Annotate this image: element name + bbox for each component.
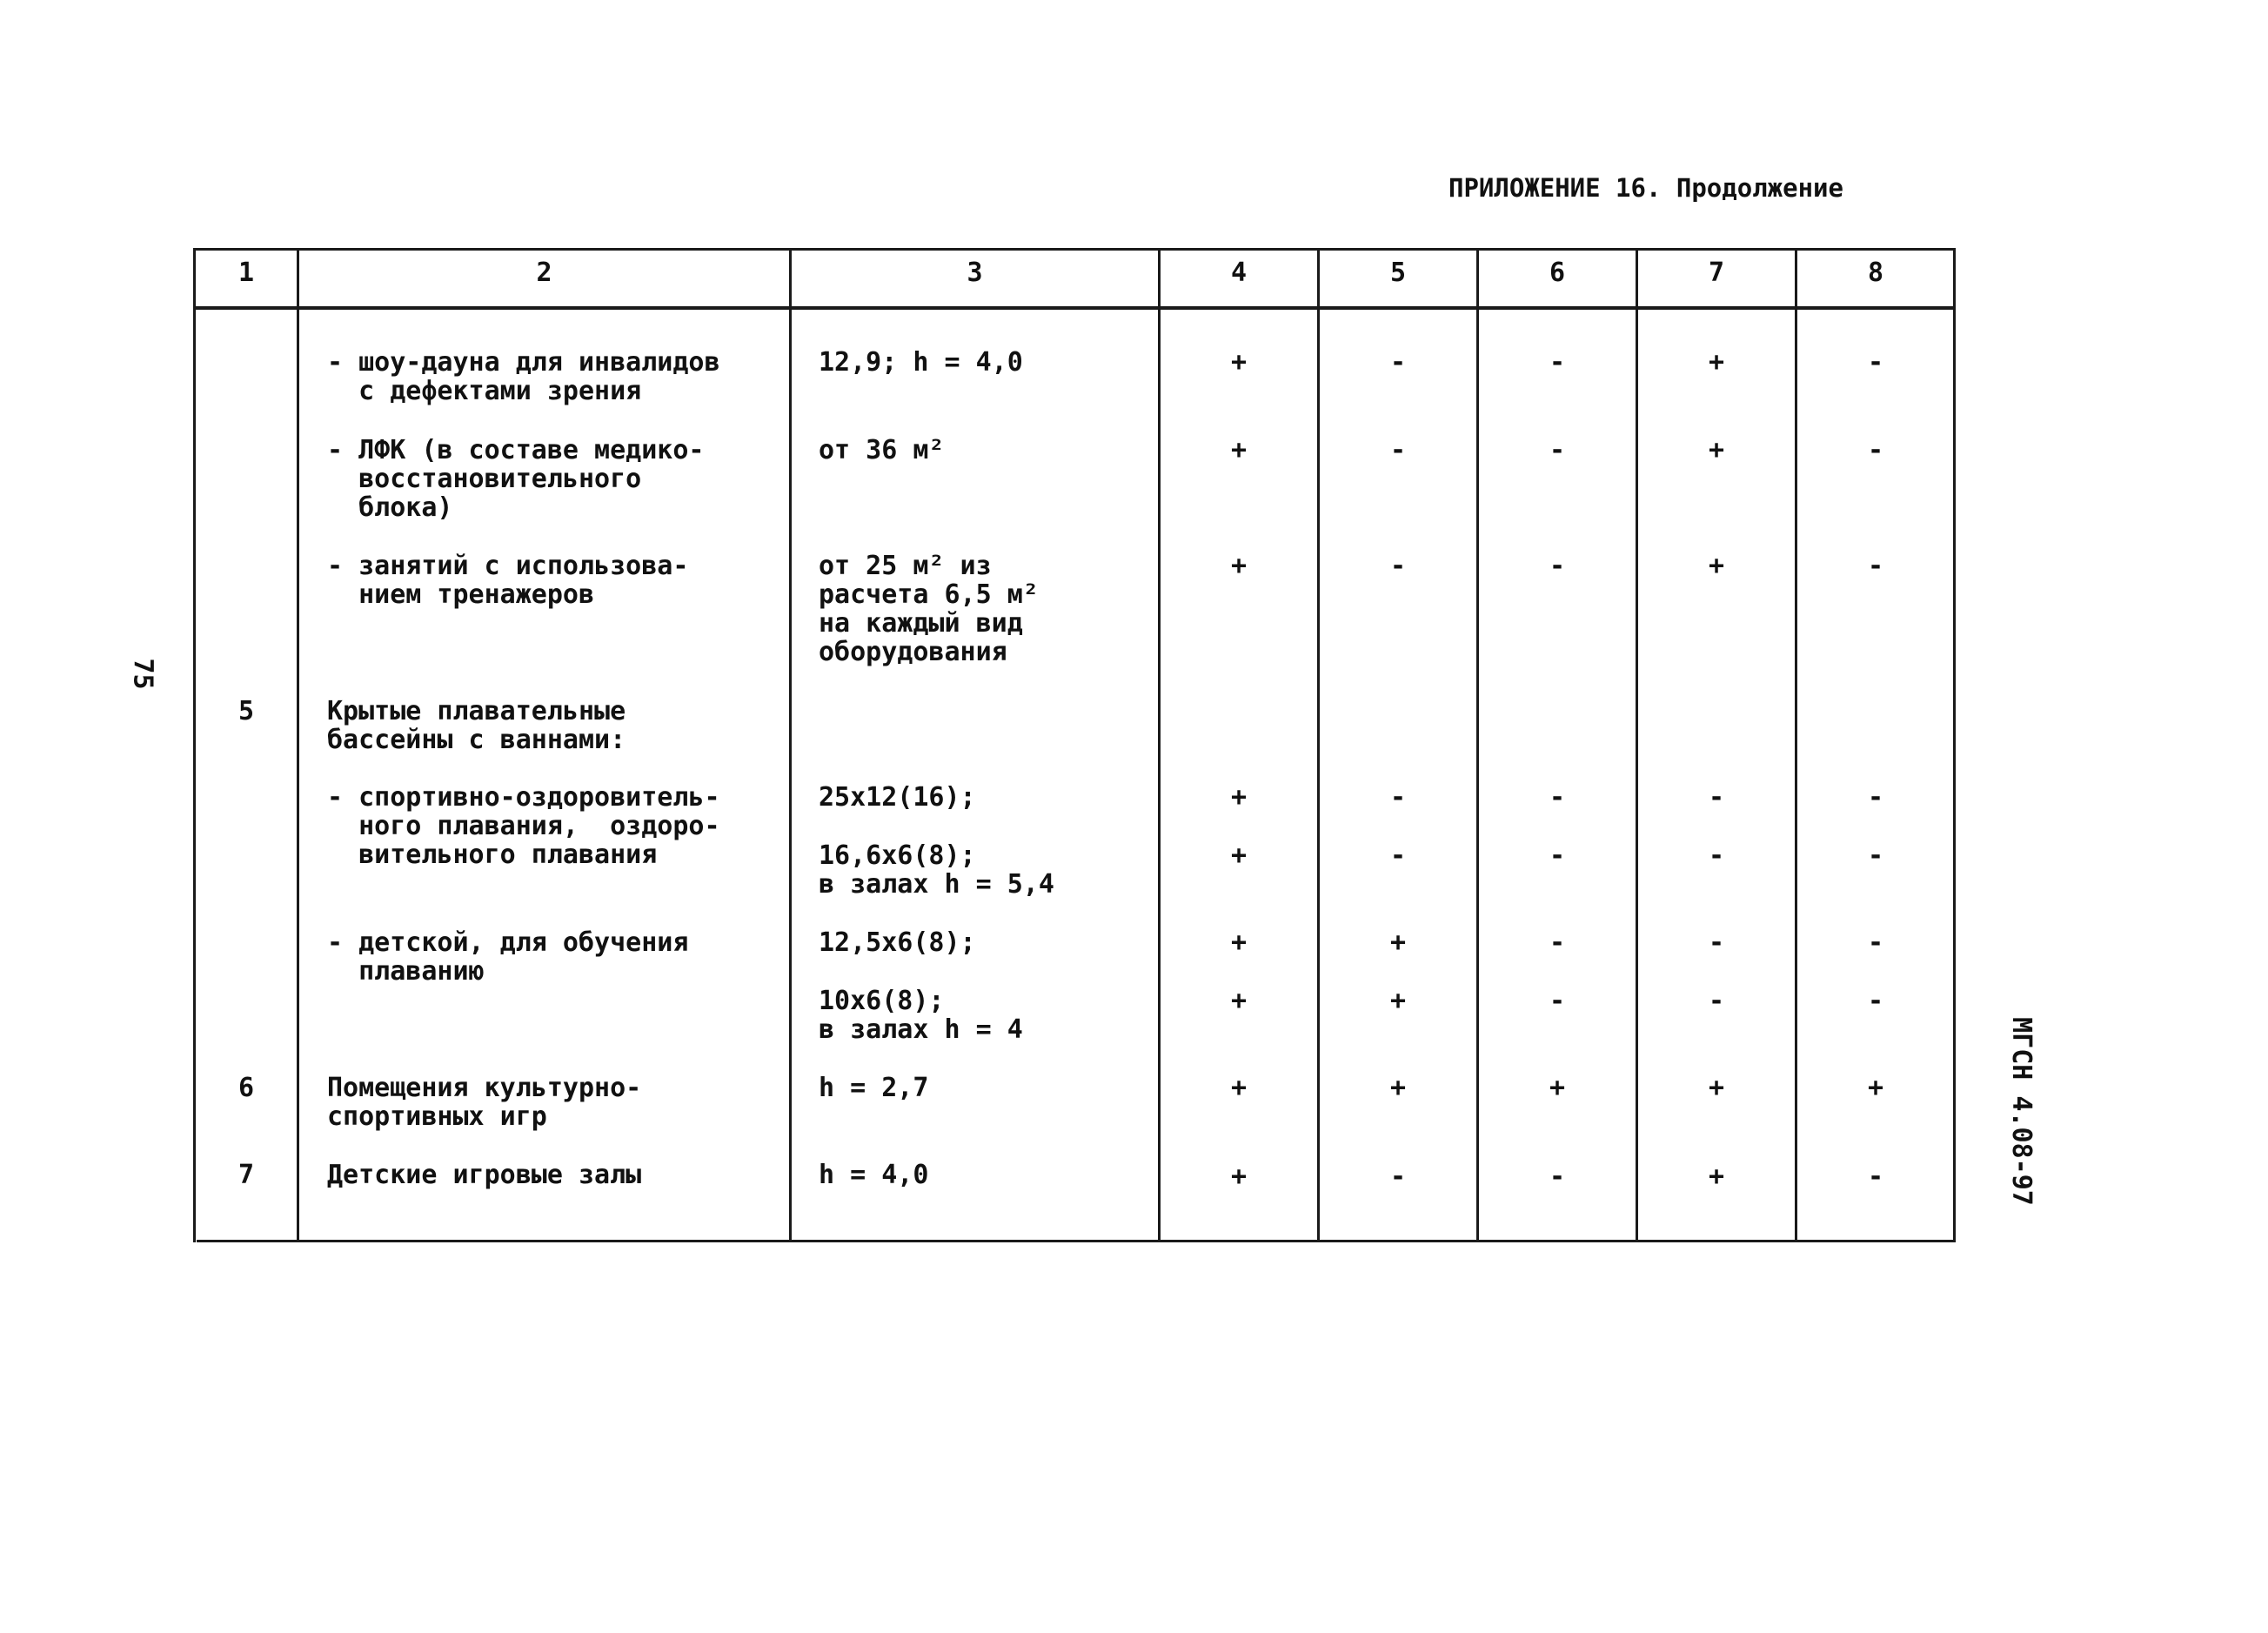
row-mark: -	[1549, 347, 1566, 378]
column-header: 5	[1389, 258, 1407, 288]
row-mark: -	[1549, 986, 1566, 1016]
column-header: 6	[1549, 258, 1566, 288]
row-param: h = 2,7	[819, 1073, 929, 1103]
row-param: 25х12(16);	[819, 782, 976, 813]
row-mark: -	[1867, 347, 1884, 378]
row-mark: -	[1389, 551, 1407, 581]
row-name: - детской, для обучения плаванию	[327, 927, 689, 987]
row-mark: +	[1230, 435, 1248, 465]
column-header: 4	[1230, 258, 1248, 288]
row-mark: +	[1708, 1073, 1725, 1103]
column-header: 8	[1867, 258, 1884, 288]
row-mark: -	[1867, 1161, 1884, 1192]
row-mark: -	[1549, 782, 1566, 813]
row-mark: -	[1867, 551, 1884, 581]
row-mark: +	[1230, 551, 1248, 581]
row-mark: -	[1867, 927, 1884, 958]
row-mark: -	[1549, 435, 1566, 465]
row-mark: +	[1230, 927, 1248, 958]
row-name: - шоу-дауна для инвалидов с дефектами зрения	[327, 347, 720, 406]
row-mark: +	[1867, 1073, 1884, 1103]
row-name: - ЛФК (в составе медико- восстановительного блока)	[327, 435, 705, 523]
column-header: 2	[536, 258, 552, 288]
row-mark: +	[1389, 927, 1407, 958]
row-mark: -	[1549, 927, 1566, 958]
row-mark: +	[1549, 1073, 1566, 1103]
row-mark: +	[1389, 1073, 1407, 1103]
table-border-bottom	[197, 1240, 1955, 1242]
row-number: 6	[238, 1073, 255, 1103]
row-mark: -	[1708, 782, 1725, 813]
row-mark: -	[1549, 840, 1566, 871]
row-mark: -	[1389, 347, 1407, 378]
page-title: ПРИЛОЖЕНИЕ 16. Продолжение	[1448, 173, 1843, 203]
row-name: Крытые плавательные бассейны с ваннами:	[327, 696, 626, 755]
row-mark: +	[1708, 347, 1725, 378]
row-mark: +	[1230, 1073, 1248, 1103]
row-mark: -	[1549, 551, 1566, 581]
row-number: 7	[238, 1160, 255, 1190]
row-mark: +	[1389, 986, 1407, 1016]
row-mark: -	[1389, 782, 1407, 813]
row-number: 5	[238, 696, 255, 726]
row-mark: +	[1230, 840, 1248, 871]
row-mark: -	[1708, 927, 1725, 958]
row-name: - спортивно-оздоровитель- ного плавания, оздоро- вительного плавания	[327, 782, 720, 870]
row-mark: -	[1867, 840, 1884, 871]
row-mark: +	[1708, 551, 1725, 581]
table-col-divider	[789, 248, 792, 1242]
row-param: 10х6(8); в залах h = 4	[819, 986, 1023, 1045]
page-number: 75	[127, 658, 158, 690]
row-mark: -	[1708, 840, 1725, 871]
row-param: 12,9; h = 4,0	[819, 347, 1023, 378]
row-mark: -	[1549, 1161, 1566, 1192]
row-mark: -	[1867, 986, 1884, 1016]
row-mark: -	[1389, 840, 1407, 871]
row-mark: -	[1389, 1161, 1407, 1192]
row-mark: -	[1389, 435, 1407, 465]
row-mark: +	[1230, 1161, 1248, 1192]
row-mark: +	[1708, 1161, 1725, 1192]
row-param: 12,5х6(8);	[819, 927, 976, 958]
row-mark: +	[1708, 435, 1725, 465]
row-mark: +	[1230, 347, 1248, 378]
column-header: 7	[1708, 258, 1725, 288]
row-mark: +	[1230, 986, 1248, 1016]
row-param: 16,6х6(8); в залах h = 5,4	[819, 840, 1054, 900]
row-mark: -	[1867, 435, 1884, 465]
row-mark: -	[1708, 986, 1725, 1016]
row-name: Помещения культурно- спортивных игр	[327, 1073, 642, 1132]
column-header: 3	[967, 258, 983, 288]
table-header-rule	[193, 306, 1955, 310]
column-header: 1	[238, 258, 255, 288]
row-name: - занятий с использова- нием тренажеров	[327, 551, 689, 610]
row-name: Детские игровые залы	[327, 1160, 642, 1190]
row-mark: +	[1230, 782, 1248, 813]
row-param: от 25 м² из расчета 6,5 м² на каждый вид оборудования	[819, 551, 1039, 667]
table-border-top	[193, 248, 1955, 251]
row-param: от 36 м²	[819, 435, 945, 465]
document-code: МГСН 4.08-97	[2005, 1017, 2037, 1206]
row-mark: -	[1867, 782, 1884, 813]
row-param: h = 4,0	[819, 1160, 929, 1190]
